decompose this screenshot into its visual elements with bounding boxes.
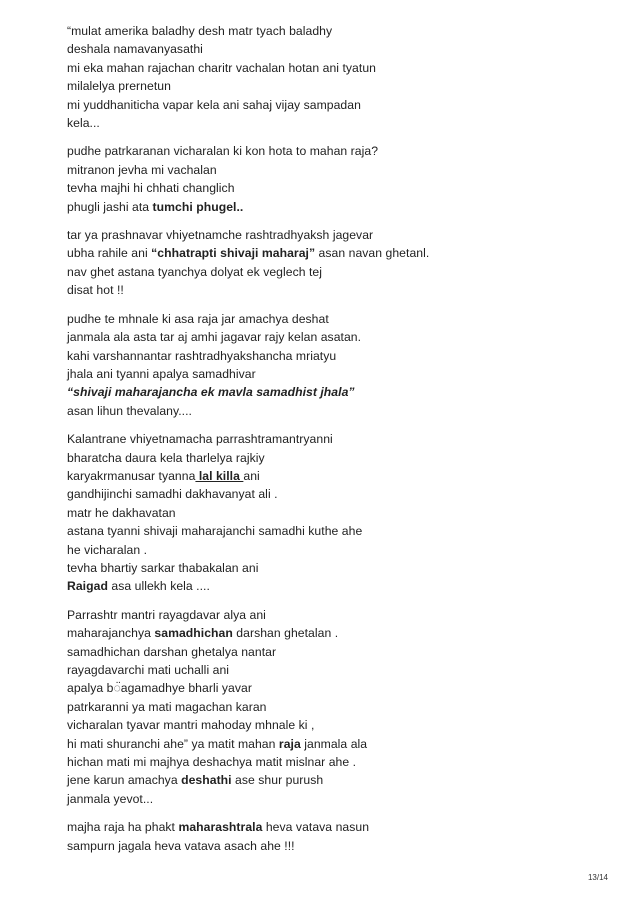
bold-text: tumchi phugel.. (152, 199, 244, 214)
text-span: astana tyanni shivaji maharajanchi samadhi kuthe ahe (67, 524, 363, 539)
text-line (67, 310, 607, 328)
paragraph (67, 818, 607, 855)
text-line (67, 504, 607, 522)
text-span: hichan mati mi majhya deshachya matit mislnar ahe . (67, 755, 357, 770)
text-span: ani (243, 468, 260, 483)
bold-text: “chhatrapti shivaji maharaj” (151, 246, 316, 261)
page-number: 13/14 (587, 873, 608, 882)
bold-italic-text: “shivaji maharajancha ek mavla samadhist jhala” (67, 385, 355, 400)
text-span: kahi varshannantar rashtradhyakshancha mriatyu (67, 348, 337, 363)
text-span: sampurn jagala heva vatava asach ahe !!! (67, 838, 295, 853)
text-span: apalya b◌̈agamadhye bharli yavar (67, 681, 252, 696)
text-span: mi yuddhaniticha vapar kela ani sahaj vijay sampadan (67, 97, 361, 112)
text-line (67, 281, 607, 299)
text-line (67, 365, 607, 383)
text-span: kela... (67, 116, 100, 131)
paragraph (67, 606, 607, 808)
text-span: disat hot !! (67, 283, 124, 298)
text-line (67, 449, 607, 467)
text-span: ubha rahile ani (67, 246, 152, 261)
text-span: patrkaranni ya mati magachan karan (67, 699, 267, 714)
text-line (67, 59, 607, 77)
text-span: phugli jashi ata (67, 199, 153, 214)
text-line (67, 347, 607, 365)
text-line (67, 771, 607, 789)
text-span: heva vatava nasun (262, 820, 370, 835)
text-line (67, 383, 607, 401)
text-line (67, 837, 607, 855)
text-span: he vicharalan . (67, 542, 148, 557)
text-span: asa ullekh kela .... (107, 579, 210, 594)
paragraph (67, 430, 607, 596)
text-span: jhala ani tyanni apalya samadhivar (67, 366, 256, 381)
text-line (67, 541, 607, 559)
document-body (67, 22, 607, 865)
text-line (67, 559, 607, 577)
text-line (67, 96, 607, 114)
text-span: rayagdavarchi mati uchalli ani (67, 663, 230, 677)
text-line (67, 402, 607, 420)
bold-text: maharashtrala (178, 820, 263, 835)
text-span: mitranon jevha mi vachalan (67, 162, 217, 177)
text-span: vicharalan tyavar mantri mahoday mhnale ki , (67, 718, 315, 733)
text-span: maharajanchya (67, 626, 155, 641)
text-span: hi mati shuranchi ahe” ya matit mahan (67, 736, 279, 751)
text-span: karyakrmanusar tyanna (67, 468, 196, 483)
text-span: mi eka mahan rajachan charitr vachalan hotan ani tyatun (67, 60, 376, 75)
underlined-bold-text: lal killa (195, 468, 244, 483)
paragraph (67, 310, 607, 420)
text-line (67, 198, 607, 216)
text-span: pudhe patrkaranan vicharalan ki kon hota to mahan raja? (67, 144, 379, 159)
text-span: deshala namavanyasathi (67, 42, 203, 57)
text-span: tar ya prashnavar vhiyetnamche rashtradhyaksh jagevar (67, 228, 374, 243)
text-line (67, 522, 607, 540)
text-line (67, 485, 607, 503)
text-line (67, 263, 607, 281)
text-span: nav ghet astana tyanchya dolyat ek veglech tej (67, 264, 323, 279)
text-span: samadhichan darshan ghetalya nantar (67, 644, 277, 659)
text-span: pudhe te mhnale ki asa raja jar amachya deshat (67, 311, 329, 326)
text-line (67, 40, 607, 58)
text-line (67, 577, 607, 595)
text-span: tevha bhartiy sarkar thabakalan ani (67, 560, 259, 575)
text-span: darshan ghetalan . (232, 626, 339, 641)
text-line (67, 790, 607, 808)
text-line (67, 142, 607, 160)
paragraph (67, 226, 607, 300)
paragraph (67, 142, 607, 216)
text-line (67, 679, 607, 697)
text-span: gandhijinchi samadhi dakhavanyat ali . (67, 487, 278, 502)
bold-text: raja (278, 736, 301, 751)
text-span: janmala yevot... (67, 791, 154, 806)
bold-text: deshathi (181, 773, 232, 788)
text-line (67, 606, 607, 624)
text-span: Kalantrane vhiyetnamacha parrashtramantryanni (67, 432, 333, 447)
text-line (67, 735, 607, 753)
text-line (67, 161, 607, 179)
text-span: majha raja ha phakt (67, 820, 179, 835)
text-line (67, 818, 607, 836)
text-line (67, 77, 607, 95)
text-line (67, 624, 607, 642)
text-line (67, 226, 607, 244)
text-line (67, 179, 607, 197)
text-span: janmala ala asta tar aj amhi jagavar rajy kelan asatan. (67, 330, 362, 345)
text-span: bharatcha daura kela tharlelya rajkiy (67, 450, 265, 465)
text-line (67, 430, 607, 448)
text-line (67, 244, 607, 262)
bold-text: samadhichan (154, 626, 233, 641)
bold-text: Raigad (67, 579, 108, 594)
text-span: tevha majhi hi chhati changlich (67, 181, 235, 196)
text-span: “mulat amerika baladhy desh matr tyach baladhy (67, 24, 333, 38)
text-line (67, 328, 607, 346)
text-line (67, 114, 607, 132)
text-line (67, 467, 607, 485)
text-span: asan navan ghetanl. (315, 246, 430, 261)
text-span: janmala ala (300, 736, 368, 751)
text-span: asan lihun thevalany.... (67, 403, 192, 418)
text-span: milalelya prernetun (67, 79, 171, 94)
text-span: matr he dakhavatan (67, 505, 176, 520)
text-span: jene karun amachya (67, 773, 182, 788)
text-line (67, 698, 607, 716)
paragraph (67, 22, 607, 132)
text-line (67, 753, 607, 771)
text-line (67, 716, 607, 734)
text-span: ase shur purush (231, 773, 324, 788)
text-line (67, 661, 607, 679)
text-line (67, 643, 607, 661)
text-span: Parrashtr mantri rayagdavar alya ani (67, 607, 266, 622)
text-line (67, 22, 607, 40)
